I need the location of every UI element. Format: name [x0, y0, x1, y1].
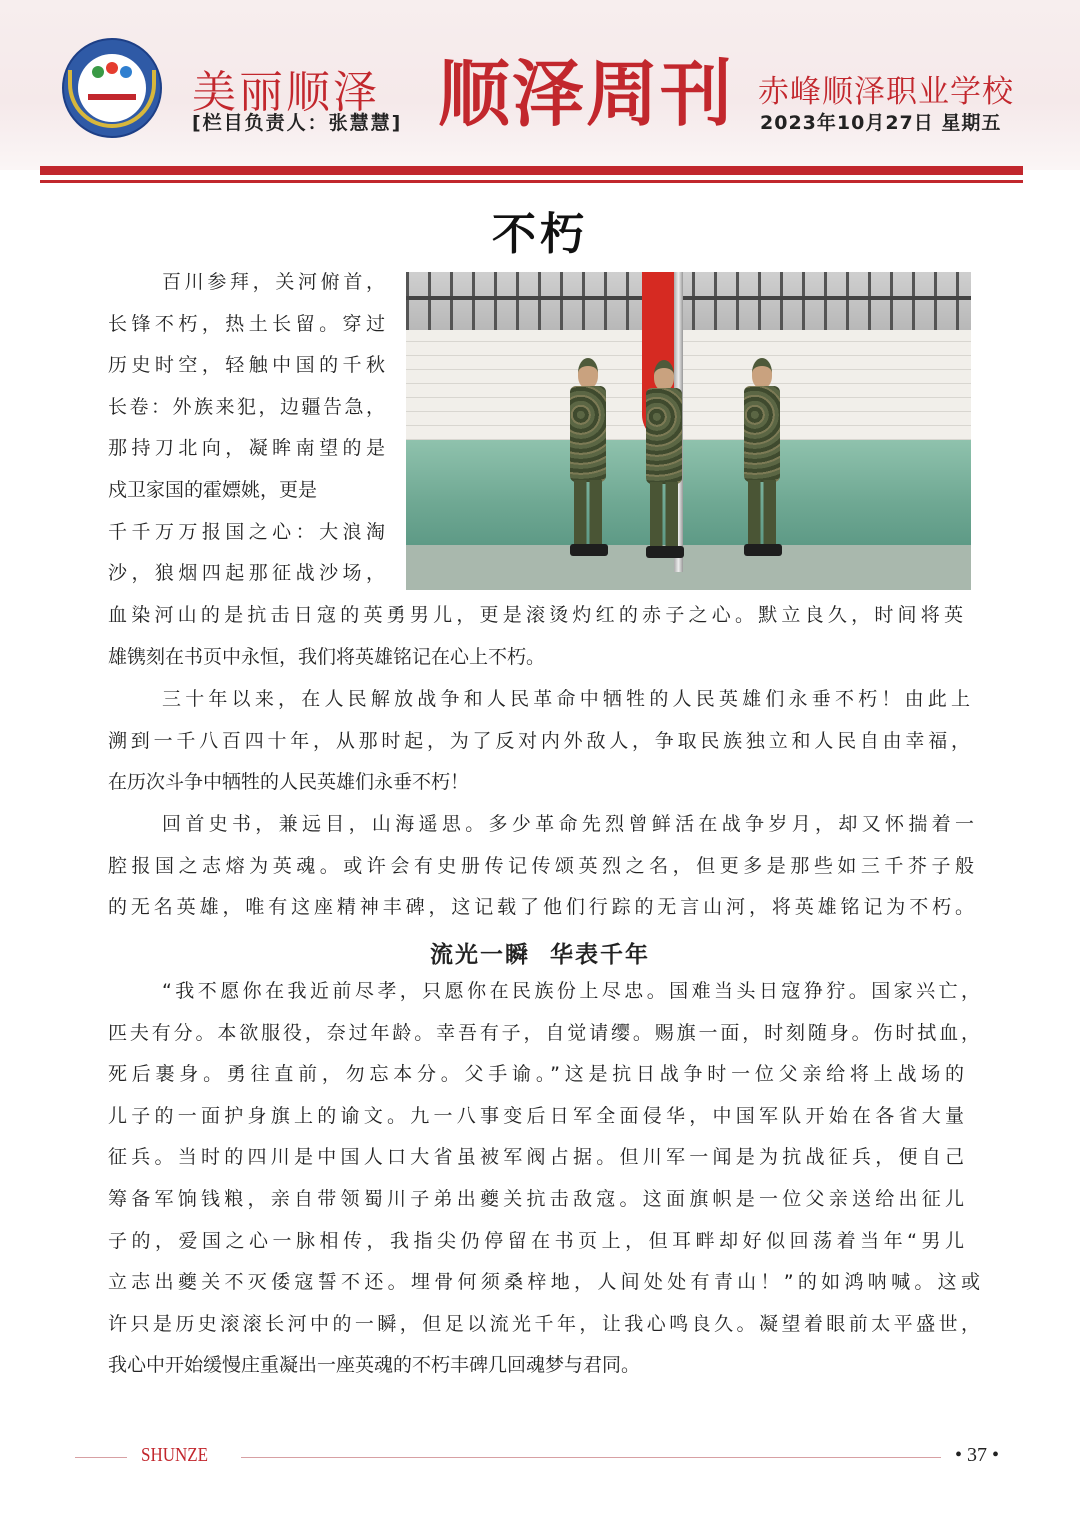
soldier-figure: [744, 358, 778, 558]
paragraph-2: [108, 679, 970, 804]
text-line: “我不愿你在我近前尽孝，只愿你在民族份上尽忠。国难当头日寇狰狞。国家兴亡，: [162, 980, 980, 1002]
text-line: 子的，爱国之心一脉相传，我指尖仍停留在书页上，但耳畔却好似回荡着当年“男儿: [108, 1229, 964, 1252]
text-line: 戍卫家国的霍嫖姚，更是: [108, 478, 318, 501]
intro-continuation: [108, 595, 963, 678]
person-figure-icon: [120, 66, 132, 78]
text-line: 我心中开始缓慢庄重凝出一座英魂的不朽丰碑几回魂梦与君同。: [108, 1354, 641, 1377]
person-figure-icon: [92, 66, 104, 78]
flag-raising-photo: [406, 272, 971, 590]
photo-fence: [406, 272, 971, 330]
soldier-figure: [570, 358, 604, 558]
magazine-title: 顺泽周刊: [438, 52, 735, 136]
text-line: 千千万万报国之心：大浪淘: [108, 520, 385, 543]
text-line: 的无名英雄，唯有这座精神丰碑，这记载了他们行踪的无言山河，将英雄铭记为不朽。: [108, 896, 974, 919]
school-logo: [62, 38, 162, 138]
text-line: 长卷：外族来犯，边疆告急，: [108, 395, 385, 418]
text-line: 长锋不朽，热土长留。穿过: [108, 312, 385, 335]
text-line: 匹夫有分。本欲服役，奈过年龄。幸吾有子，自觉请缨。赐旗一面，时刻随身。伤时拭血，: [108, 1021, 980, 1044]
footer-rule-left: [75, 1457, 127, 1458]
logo-ribbon: [88, 94, 136, 100]
column-editor: [栏目负责人：张慧慧]: [192, 112, 403, 134]
text-line: 百川参拜，关河俯首，: [162, 271, 385, 293]
text-line: 腔报国之志熔为英魂。或许会有史册传记传颂英烈之名，但更多是那些如三千芥子般: [108, 854, 974, 877]
page-number: • 37 •: [955, 1444, 1000, 1466]
school-name: 赤峰顺泽职业学校: [758, 74, 1014, 110]
text-line: 历史时空，轻触中国的千秋: [108, 354, 385, 377]
text-line: 三十年以来，在人民解放战争和人民革命中牺牲的人民英雄们永垂不朽！由此上: [162, 688, 970, 710]
paragraph-3: [108, 804, 974, 929]
column-title: 美丽顺泽: [192, 67, 380, 118]
text-line: 血染河山的是抗击日寇的英勇男儿，更是滚烫灼红的赤子之心。默立良久，时间将英: [108, 604, 963, 626]
header-rule-thin: [40, 180, 1023, 183]
photo-floor: [406, 545, 971, 590]
photo-green-wall: [406, 440, 971, 545]
text-line: 死后裹身。勇往直前，勿忘本分。父手谕。”这是抗日战争时一位父亲给将上战场的: [108, 1063, 964, 1086]
text-line: 许只是历史滚滚长河中的一瞬，但足以流光千年，让我心鸣良久。凝望着眼前太平盛世，: [108, 1312, 980, 1335]
text-line: 沙，狼烟四起那征战沙场，: [108, 562, 385, 585]
text-line: 那持刀北向，凝眸南望的是: [108, 437, 385, 460]
text-line: 回首史书，兼远目，山海遥思。多少革命先烈曾鲜活在战争岁月，却又怀揣着一: [162, 813, 974, 835]
text-line: 立志出夔关不灭倭寇誓不还。埋骨何须桑梓地，人间处处有青山！”的如鸿呐喊。这或: [108, 1271, 980, 1294]
section-subheading: 流光一瞬 华表千年: [429, 942, 650, 968]
text-line: 征兵。当时的四川是中国人口大省虽被军阀占据。但川军一闻是为抗战征兵，便自己: [108, 1146, 964, 1169]
page-header: [0, 0, 1080, 170]
text-line: 雄镌刻在书页中永恒，我们将英雄铭记在心上不朽。: [108, 645, 546, 668]
text-line: 在历次斗争中牺牲的人民英雄们永垂不朽！: [108, 771, 470, 794]
logo-emblem: [78, 54, 146, 122]
issue-date: 2023年10月27日 星期五: [760, 112, 1002, 134]
person-figure-icon: [106, 62, 118, 74]
footer-rule: [241, 1457, 941, 1458]
article-title: 不朽: [492, 209, 588, 260]
intro-paragraph: [108, 262, 385, 595]
footer-brand: SHUNZE: [141, 1444, 209, 1466]
paragraph-4: [108, 971, 980, 1387]
text-line: 儿子的一面护身旗上的谕文。九一八事变后日军全面侵华，中国军队开始在各省大量: [108, 1104, 964, 1127]
text-line: 溯到一千八百四十年，从那时起，为了反对内外敌人，争取民族独立和人民自由幸福，: [108, 729, 970, 752]
photo-brick-wall: [406, 330, 971, 440]
soldier-figure: [646, 360, 680, 560]
header-rule-thick: [40, 166, 1023, 175]
text-line: 筹备军饷钱粮，亲自带领蜀川子弟出夔关抗击敌寇。这面旗帜是一位父亲送给出征儿: [108, 1187, 964, 1210]
